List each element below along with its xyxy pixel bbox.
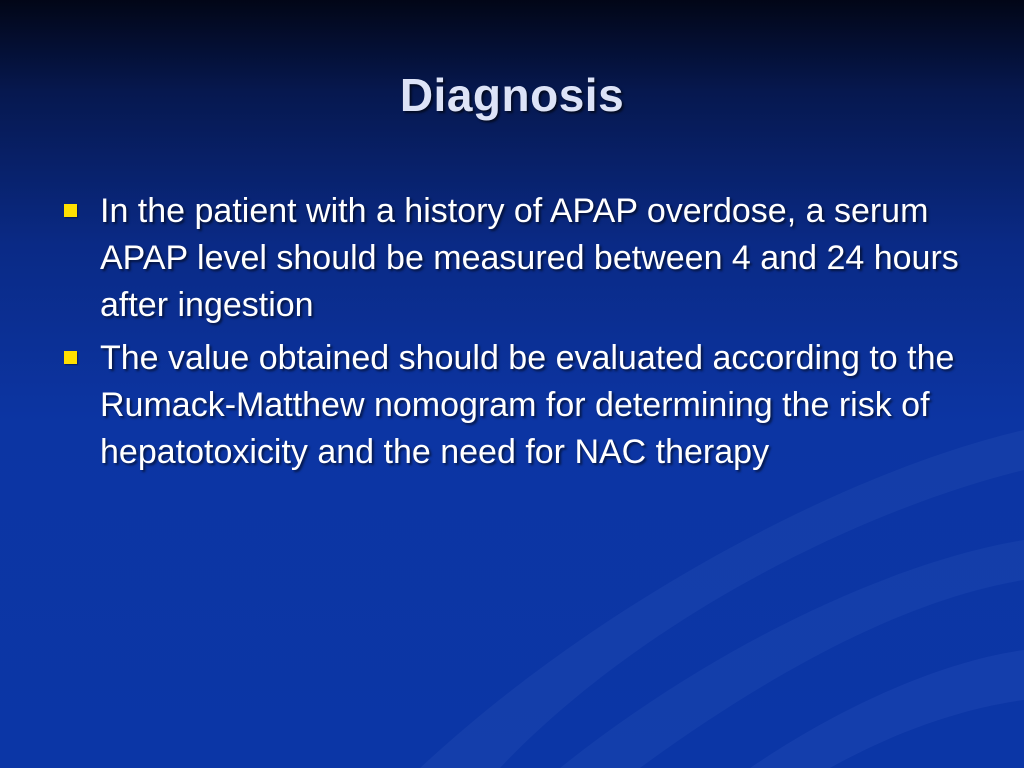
bullet-item bbox=[60, 335, 970, 476]
slide-title: Diagnosis bbox=[399, 69, 625, 121]
bullet-list bbox=[60, 188, 970, 482]
bullet-item bbox=[60, 188, 970, 329]
bullet-text: In the patient with a history of APAP overdose, a serum APAP level should be measured between 4 and 24 hours after ingestion bbox=[100, 192, 959, 324]
bullet-text: The value obtained should be evaluated according to the Rumack-Matthew nomogram for determining the risk of hepatotoxicity and the need for NAC therapy bbox=[100, 339, 955, 471]
square-bullet-icon bbox=[64, 351, 77, 364]
square-bullet-icon bbox=[64, 204, 77, 217]
